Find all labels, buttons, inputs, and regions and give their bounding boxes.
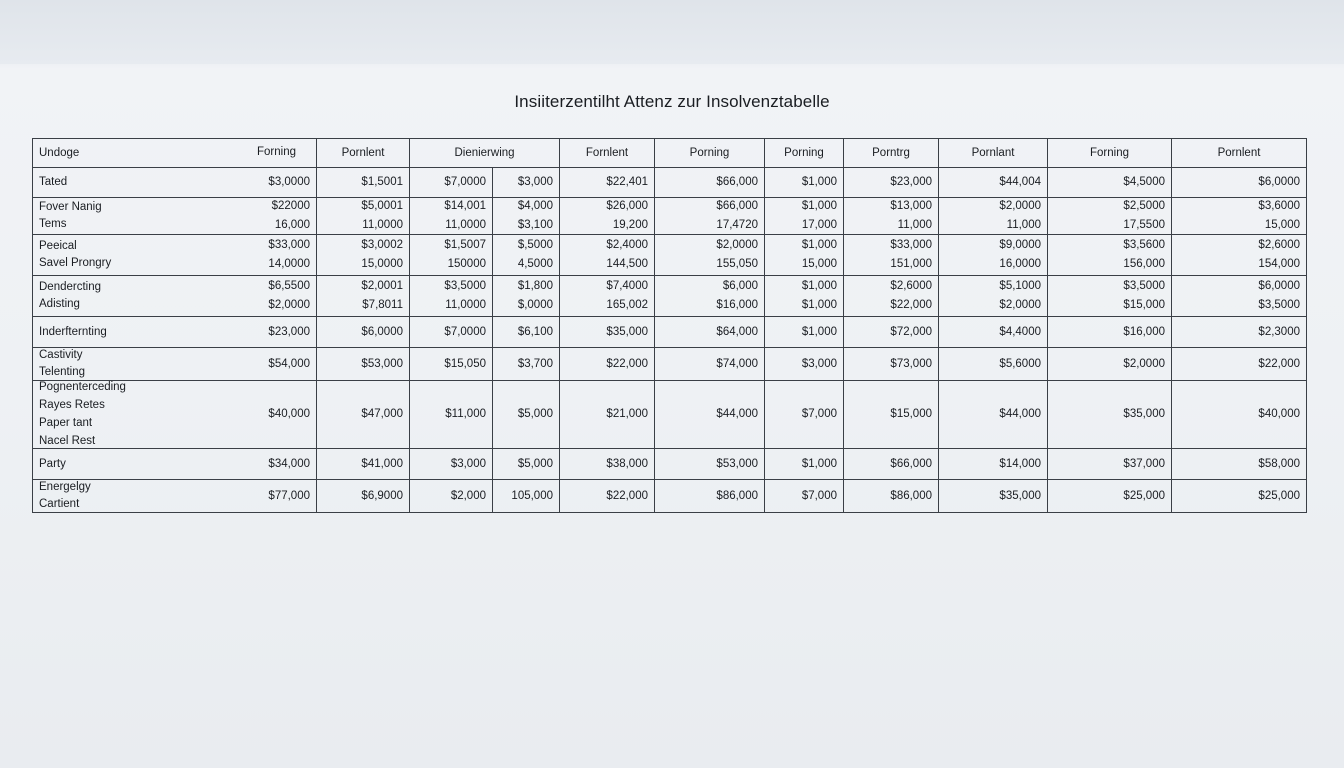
table-cell bbox=[493, 276, 560, 317]
table-cell bbox=[844, 381, 939, 449]
cell-value: $6,0000 bbox=[1258, 176, 1300, 188]
table-cell bbox=[765, 348, 844, 381]
cell-value: $6,0000 bbox=[1258, 280, 1300, 292]
table-cell bbox=[493, 198, 560, 235]
cell-value: $26,000 bbox=[606, 200, 648, 212]
table-row bbox=[33, 381, 1307, 449]
table-cell bbox=[939, 480, 1048, 513]
table-cell bbox=[317, 317, 410, 348]
table-cell bbox=[317, 235, 410, 276]
cell-value: $22,401 bbox=[606, 176, 648, 188]
table-cell bbox=[560, 381, 655, 449]
table-cell bbox=[844, 317, 939, 348]
cell-value: $3,0000 bbox=[268, 176, 310, 188]
table-cell bbox=[317, 198, 410, 235]
cell-value: $38,000 bbox=[606, 457, 648, 470]
cell-value: $16,000 bbox=[1123, 325, 1165, 338]
row-label: Peeical bbox=[39, 240, 77, 252]
cell-value: $22,000 bbox=[606, 489, 648, 502]
table-cell bbox=[844, 168, 939, 198]
cell-value: $41,000 bbox=[361, 457, 403, 470]
row-label: Telenting bbox=[39, 366, 86, 378]
cell-value: $14,001 bbox=[444, 200, 486, 212]
table-cell bbox=[1172, 168, 1307, 198]
cell-value: $64,000 bbox=[716, 325, 758, 338]
cell-value: 11,000 bbox=[1006, 219, 1041, 231]
table-cell bbox=[493, 449, 560, 480]
paper-top-band bbox=[0, 0, 1344, 64]
table-cell bbox=[560, 276, 655, 317]
cell-value: $9,0000 bbox=[999, 239, 1041, 251]
table-cell bbox=[1172, 348, 1307, 381]
cell-value: $15,050 bbox=[444, 357, 486, 370]
cell-value: $4,4000 bbox=[999, 325, 1041, 338]
cell-value: $33,000 bbox=[890, 239, 932, 251]
table-row bbox=[33, 235, 1307, 276]
table-cell bbox=[655, 381, 765, 449]
cell-value: $21,000 bbox=[606, 408, 648, 420]
cell-value: $,5000 bbox=[517, 239, 553, 251]
cell-value: $40,000 bbox=[1258, 408, 1300, 420]
table-cell bbox=[317, 480, 410, 513]
table-cell bbox=[765, 168, 844, 198]
cell-value: $2,0000 bbox=[268, 299, 310, 311]
column-header: Fornlent bbox=[560, 139, 655, 168]
table-cell bbox=[765, 198, 844, 235]
cell-value: $3,5000 bbox=[1258, 299, 1300, 311]
cell-value: $7,0000 bbox=[444, 176, 486, 188]
cell-value: $58,000 bbox=[1258, 457, 1300, 470]
cell-value: 150000 bbox=[447, 258, 486, 270]
cell-value: $35,000 bbox=[999, 489, 1041, 502]
table-cell bbox=[765, 276, 844, 317]
cell-value: 151,000 bbox=[890, 258, 932, 270]
cell-value: 4,5000 bbox=[517, 258, 553, 270]
table-cell bbox=[317, 348, 410, 381]
table-row bbox=[33, 348, 1307, 381]
table-cell bbox=[939, 449, 1048, 480]
cell-value: $1,000 bbox=[801, 280, 837, 292]
cell-value: $2,0000 bbox=[999, 299, 1041, 311]
cell-value: 154,000 bbox=[1258, 258, 1300, 270]
cell-value: 11,0000 bbox=[445, 299, 486, 311]
row-label-cell bbox=[33, 317, 317, 348]
row-label: Paper tant bbox=[39, 417, 93, 429]
cell-value: $22,000 bbox=[1258, 357, 1300, 370]
table-cell bbox=[765, 449, 844, 480]
table-cell bbox=[560, 168, 655, 198]
table-cell bbox=[939, 381, 1048, 449]
row-label-cell bbox=[33, 235, 317, 276]
cell-value: 15,000 bbox=[1264, 219, 1300, 231]
cell-value: $7,8011 bbox=[362, 299, 403, 311]
cell-value: $33,000 bbox=[268, 239, 310, 251]
cell-value: $11,000 bbox=[445, 408, 486, 420]
table-cell bbox=[765, 381, 844, 449]
cell-value: $5,000 bbox=[517, 457, 553, 470]
row-label: Nacel Rest bbox=[39, 435, 96, 447]
cell-value: $13,000 bbox=[890, 200, 932, 212]
cell-value: $73,000 bbox=[890, 357, 932, 370]
table-cell bbox=[493, 235, 560, 276]
row-label-cell bbox=[33, 381, 317, 449]
cell-value: $6,0000 bbox=[361, 325, 403, 338]
cell-value: $4,000 bbox=[517, 200, 553, 212]
cell-value: $4,5000 bbox=[1123, 176, 1165, 188]
cell-value: $3,5000 bbox=[444, 280, 486, 292]
table-cell bbox=[844, 348, 939, 381]
cell-value: $3,700 bbox=[517, 357, 553, 370]
cell-value: 11,0000 bbox=[362, 219, 403, 231]
table-row bbox=[33, 198, 1307, 235]
table-cell bbox=[410, 381, 493, 449]
table-cell bbox=[655, 449, 765, 480]
cell-value: $25,000 bbox=[1123, 489, 1165, 502]
table-cell bbox=[560, 348, 655, 381]
cell-value: $7,4000 bbox=[606, 280, 648, 292]
cell-value: $2,6000 bbox=[890, 280, 932, 292]
cell-value: $,0000 bbox=[517, 299, 553, 311]
cell-value: $6,9000 bbox=[361, 489, 403, 502]
column-header: Porning bbox=[765, 139, 844, 168]
row-label: Tated bbox=[39, 176, 68, 188]
row-label: Adisting bbox=[39, 298, 80, 310]
row-label-cell bbox=[33, 449, 317, 480]
table-row bbox=[33, 276, 1307, 317]
cell-value: 15,0000 bbox=[361, 258, 403, 270]
table-cell bbox=[560, 317, 655, 348]
column-header: Undoge Forning bbox=[33, 139, 317, 168]
cell-value: $5,1000 bbox=[999, 280, 1041, 292]
table-cell bbox=[939, 317, 1048, 348]
cell-value: 16,0000 bbox=[999, 258, 1041, 270]
cell-value: $7,000 bbox=[801, 408, 837, 420]
table-cell bbox=[1048, 168, 1172, 198]
cell-value: $3,6000 bbox=[1258, 200, 1300, 212]
table-row bbox=[33, 317, 1307, 348]
column-header: Forning bbox=[1048, 139, 1172, 168]
cell-value: $3,000 bbox=[450, 457, 486, 470]
cell-value: $23,000 bbox=[890, 176, 932, 188]
table-cell bbox=[493, 168, 560, 198]
cell-value: $2,0000 bbox=[716, 239, 758, 251]
table-cell bbox=[317, 276, 410, 317]
table-row bbox=[33, 168, 1307, 198]
cell-value: $2,0000 bbox=[1123, 357, 1165, 370]
table-cell bbox=[655, 317, 765, 348]
table-cell bbox=[655, 198, 765, 235]
row-label-cell bbox=[33, 348, 317, 381]
table-cell bbox=[1048, 276, 1172, 317]
table-cell bbox=[317, 381, 410, 449]
row-label: Castivity bbox=[39, 349, 83, 361]
table-cell bbox=[493, 381, 560, 449]
table-cell bbox=[1048, 381, 1172, 449]
cell-value: $2,000 bbox=[450, 489, 486, 502]
row-label: Dendercting bbox=[39, 281, 102, 293]
cell-value: $6,100 bbox=[517, 325, 553, 338]
table-cell bbox=[765, 480, 844, 513]
page-title: Insiiterzentilht Attenz zur Insolvenztabelle bbox=[514, 92, 830, 111]
cell-value: 11,000 bbox=[897, 219, 932, 231]
row-label-cell bbox=[33, 276, 317, 317]
table-cell bbox=[765, 317, 844, 348]
table-cell bbox=[410, 276, 493, 317]
cell-value: $7,000 bbox=[801, 489, 837, 502]
cell-value: $2,0000 bbox=[999, 200, 1041, 212]
table-cell bbox=[317, 168, 410, 198]
row-label: Energelgy bbox=[39, 481, 91, 493]
cell-value: $86,000 bbox=[890, 489, 932, 502]
cell-value: $2,0001 bbox=[361, 280, 403, 292]
table-cell bbox=[1172, 235, 1307, 276]
table-cell bbox=[560, 198, 655, 235]
cell-value: $22,000 bbox=[890, 299, 932, 311]
table-cell bbox=[1172, 449, 1307, 480]
cell-value: 19,200 bbox=[612, 219, 648, 231]
table-cell bbox=[655, 168, 765, 198]
table-cell bbox=[493, 317, 560, 348]
cell-value: $2,6000 bbox=[1258, 239, 1300, 251]
cell-value: $54,000 bbox=[268, 357, 310, 370]
cell-value: $44,004 bbox=[999, 176, 1041, 188]
cell-value: 17,000 bbox=[801, 219, 837, 231]
cell-value: $1,000 bbox=[801, 239, 837, 251]
column-header: Porntrg bbox=[844, 139, 939, 168]
cell-value: $7,0000 bbox=[444, 325, 486, 338]
header-row bbox=[33, 139, 1307, 168]
table-cell bbox=[765, 235, 844, 276]
cell-value: $1,000 bbox=[801, 299, 837, 311]
table-cell bbox=[410, 317, 493, 348]
cell-value: 17,5500 bbox=[1123, 219, 1165, 231]
cell-value: $74,000 bbox=[716, 357, 758, 370]
table-cell bbox=[1048, 480, 1172, 513]
cell-value: $72,000 bbox=[890, 325, 932, 338]
table-cell bbox=[410, 168, 493, 198]
table-cell bbox=[844, 480, 939, 513]
table-cell bbox=[410, 198, 493, 235]
cell-value: $3,000 bbox=[801, 357, 837, 370]
table-cell bbox=[1048, 449, 1172, 480]
cell-value: $53,000 bbox=[716, 457, 758, 470]
column-header: Pornlent bbox=[1172, 139, 1307, 168]
cell-value: 105,000 bbox=[511, 489, 553, 502]
cell-value: $15,000 bbox=[890, 408, 932, 420]
cell-value: $37,000 bbox=[1123, 457, 1165, 470]
cell-value: $6,000 bbox=[722, 280, 758, 292]
column-header: Dienierwing bbox=[410, 139, 560, 168]
table-cell bbox=[655, 235, 765, 276]
cell-value: $23,000 bbox=[268, 325, 310, 338]
cell-value: $2,3000 bbox=[1258, 325, 1300, 338]
cell-value: $66,000 bbox=[716, 200, 758, 212]
table-cell bbox=[317, 449, 410, 480]
cell-value: $1,000 bbox=[801, 457, 837, 470]
cell-value: $47,000 bbox=[361, 408, 403, 420]
cell-value: 11,0000 bbox=[445, 219, 486, 231]
table-cell bbox=[410, 235, 493, 276]
insolvency-table bbox=[32, 138, 1307, 513]
table-cell bbox=[939, 348, 1048, 381]
cell-value: $66,000 bbox=[890, 457, 932, 470]
cell-value: $5,6000 bbox=[999, 357, 1041, 370]
table-cell bbox=[655, 348, 765, 381]
table-cell bbox=[560, 480, 655, 513]
table-cell bbox=[1048, 198, 1172, 235]
cell-value: $3,5600 bbox=[1123, 239, 1165, 251]
cell-value: $1,800 bbox=[517, 280, 553, 292]
row-label-cell bbox=[33, 480, 317, 513]
table-cell bbox=[1048, 348, 1172, 381]
table-cell bbox=[939, 276, 1048, 317]
cell-value: $86,000 bbox=[716, 489, 758, 502]
table-row bbox=[33, 449, 1307, 480]
table-cell bbox=[655, 480, 765, 513]
cell-value: $3,5000 bbox=[1123, 280, 1165, 292]
cell-value: $1,5001 bbox=[361, 176, 403, 188]
table-cell bbox=[1172, 381, 1307, 449]
cell-value: $35,000 bbox=[606, 325, 648, 338]
table-cell bbox=[939, 198, 1048, 235]
cell-value: $5,0001 bbox=[361, 200, 403, 212]
table-cell bbox=[844, 235, 939, 276]
table-cell bbox=[493, 480, 560, 513]
cell-value: $1,000 bbox=[801, 200, 837, 212]
table-cell bbox=[1172, 198, 1307, 235]
cell-value: $25,000 bbox=[1258, 489, 1300, 502]
cell-value: $66,000 bbox=[716, 176, 758, 188]
table-cell bbox=[410, 480, 493, 513]
cell-value: $3,0002 bbox=[361, 239, 403, 251]
cell-value: 165,002 bbox=[606, 299, 648, 311]
row-label-cell bbox=[33, 168, 317, 198]
row-label: Inderfternting bbox=[39, 325, 107, 338]
cell-value: $15,000 bbox=[1123, 299, 1165, 311]
cell-value: 15,000 bbox=[801, 258, 837, 270]
row-label: Party bbox=[39, 457, 66, 470]
table-cell bbox=[493, 348, 560, 381]
table-cell bbox=[844, 449, 939, 480]
table-cell bbox=[1172, 480, 1307, 513]
table-cell bbox=[410, 449, 493, 480]
cell-value: $35,000 bbox=[1123, 408, 1165, 420]
cell-value: $53,000 bbox=[361, 357, 403, 370]
cell-value: 17,4720 bbox=[716, 219, 758, 231]
cell-value: $3,000 bbox=[517, 176, 553, 188]
table-cell bbox=[939, 168, 1048, 198]
table-cell bbox=[844, 198, 939, 235]
cell-value: 144,500 bbox=[606, 258, 648, 270]
cell-value: $1,000 bbox=[801, 176, 837, 188]
cell-value: $2,4000 bbox=[606, 239, 648, 251]
row-label: Tems bbox=[39, 218, 67, 230]
cell-value: $6,5500 bbox=[268, 280, 310, 292]
column-header: Pornlent bbox=[317, 139, 410, 168]
cell-value: $22,000 bbox=[606, 357, 648, 370]
table-cell bbox=[939, 235, 1048, 276]
row-label: Fover Nanig bbox=[39, 201, 102, 213]
row-label: Pognenterceding bbox=[39, 381, 126, 393]
cell-value: $34,000 bbox=[268, 457, 310, 470]
cell-value: $77,000 bbox=[268, 489, 310, 502]
table-cell bbox=[410, 348, 493, 381]
cell-value: $3,100 bbox=[517, 219, 553, 231]
column-header: Pornlant bbox=[939, 139, 1048, 168]
row-label: Savel Prongry bbox=[39, 257, 112, 269]
table-cell bbox=[560, 449, 655, 480]
table-cell bbox=[1172, 317, 1307, 348]
cell-value: $40,000 bbox=[268, 408, 310, 420]
cell-value: $1,000 bbox=[801, 325, 837, 338]
row-label: Rayes Retes bbox=[39, 399, 105, 411]
row-label: Cartient bbox=[39, 498, 80, 510]
column-header: Porning bbox=[655, 139, 765, 168]
table-row bbox=[33, 480, 1307, 513]
cell-value: $2,5000 bbox=[1123, 200, 1165, 212]
table-cell bbox=[1172, 276, 1307, 317]
cell-value: $5,000 bbox=[517, 408, 553, 420]
cell-value: $16,000 bbox=[716, 299, 758, 311]
cell-value: 156,000 bbox=[1123, 258, 1165, 270]
table-cell bbox=[655, 276, 765, 317]
cell-value: 16,000 bbox=[274, 219, 310, 231]
cell-value: $44,000 bbox=[999, 408, 1041, 420]
table-cell bbox=[1048, 235, 1172, 276]
table-cell bbox=[560, 235, 655, 276]
table-cell bbox=[844, 276, 939, 317]
table-cell bbox=[1048, 317, 1172, 348]
cell-value: 155,050 bbox=[716, 258, 758, 270]
cell-value: $22000 bbox=[271, 200, 310, 212]
cell-value: $1,5007 bbox=[444, 239, 486, 251]
cell-value: $14,000 bbox=[999, 457, 1041, 470]
row-label-cell bbox=[33, 198, 317, 235]
cell-value: $44,000 bbox=[716, 408, 758, 420]
cell-value: 14,0000 bbox=[268, 258, 310, 270]
